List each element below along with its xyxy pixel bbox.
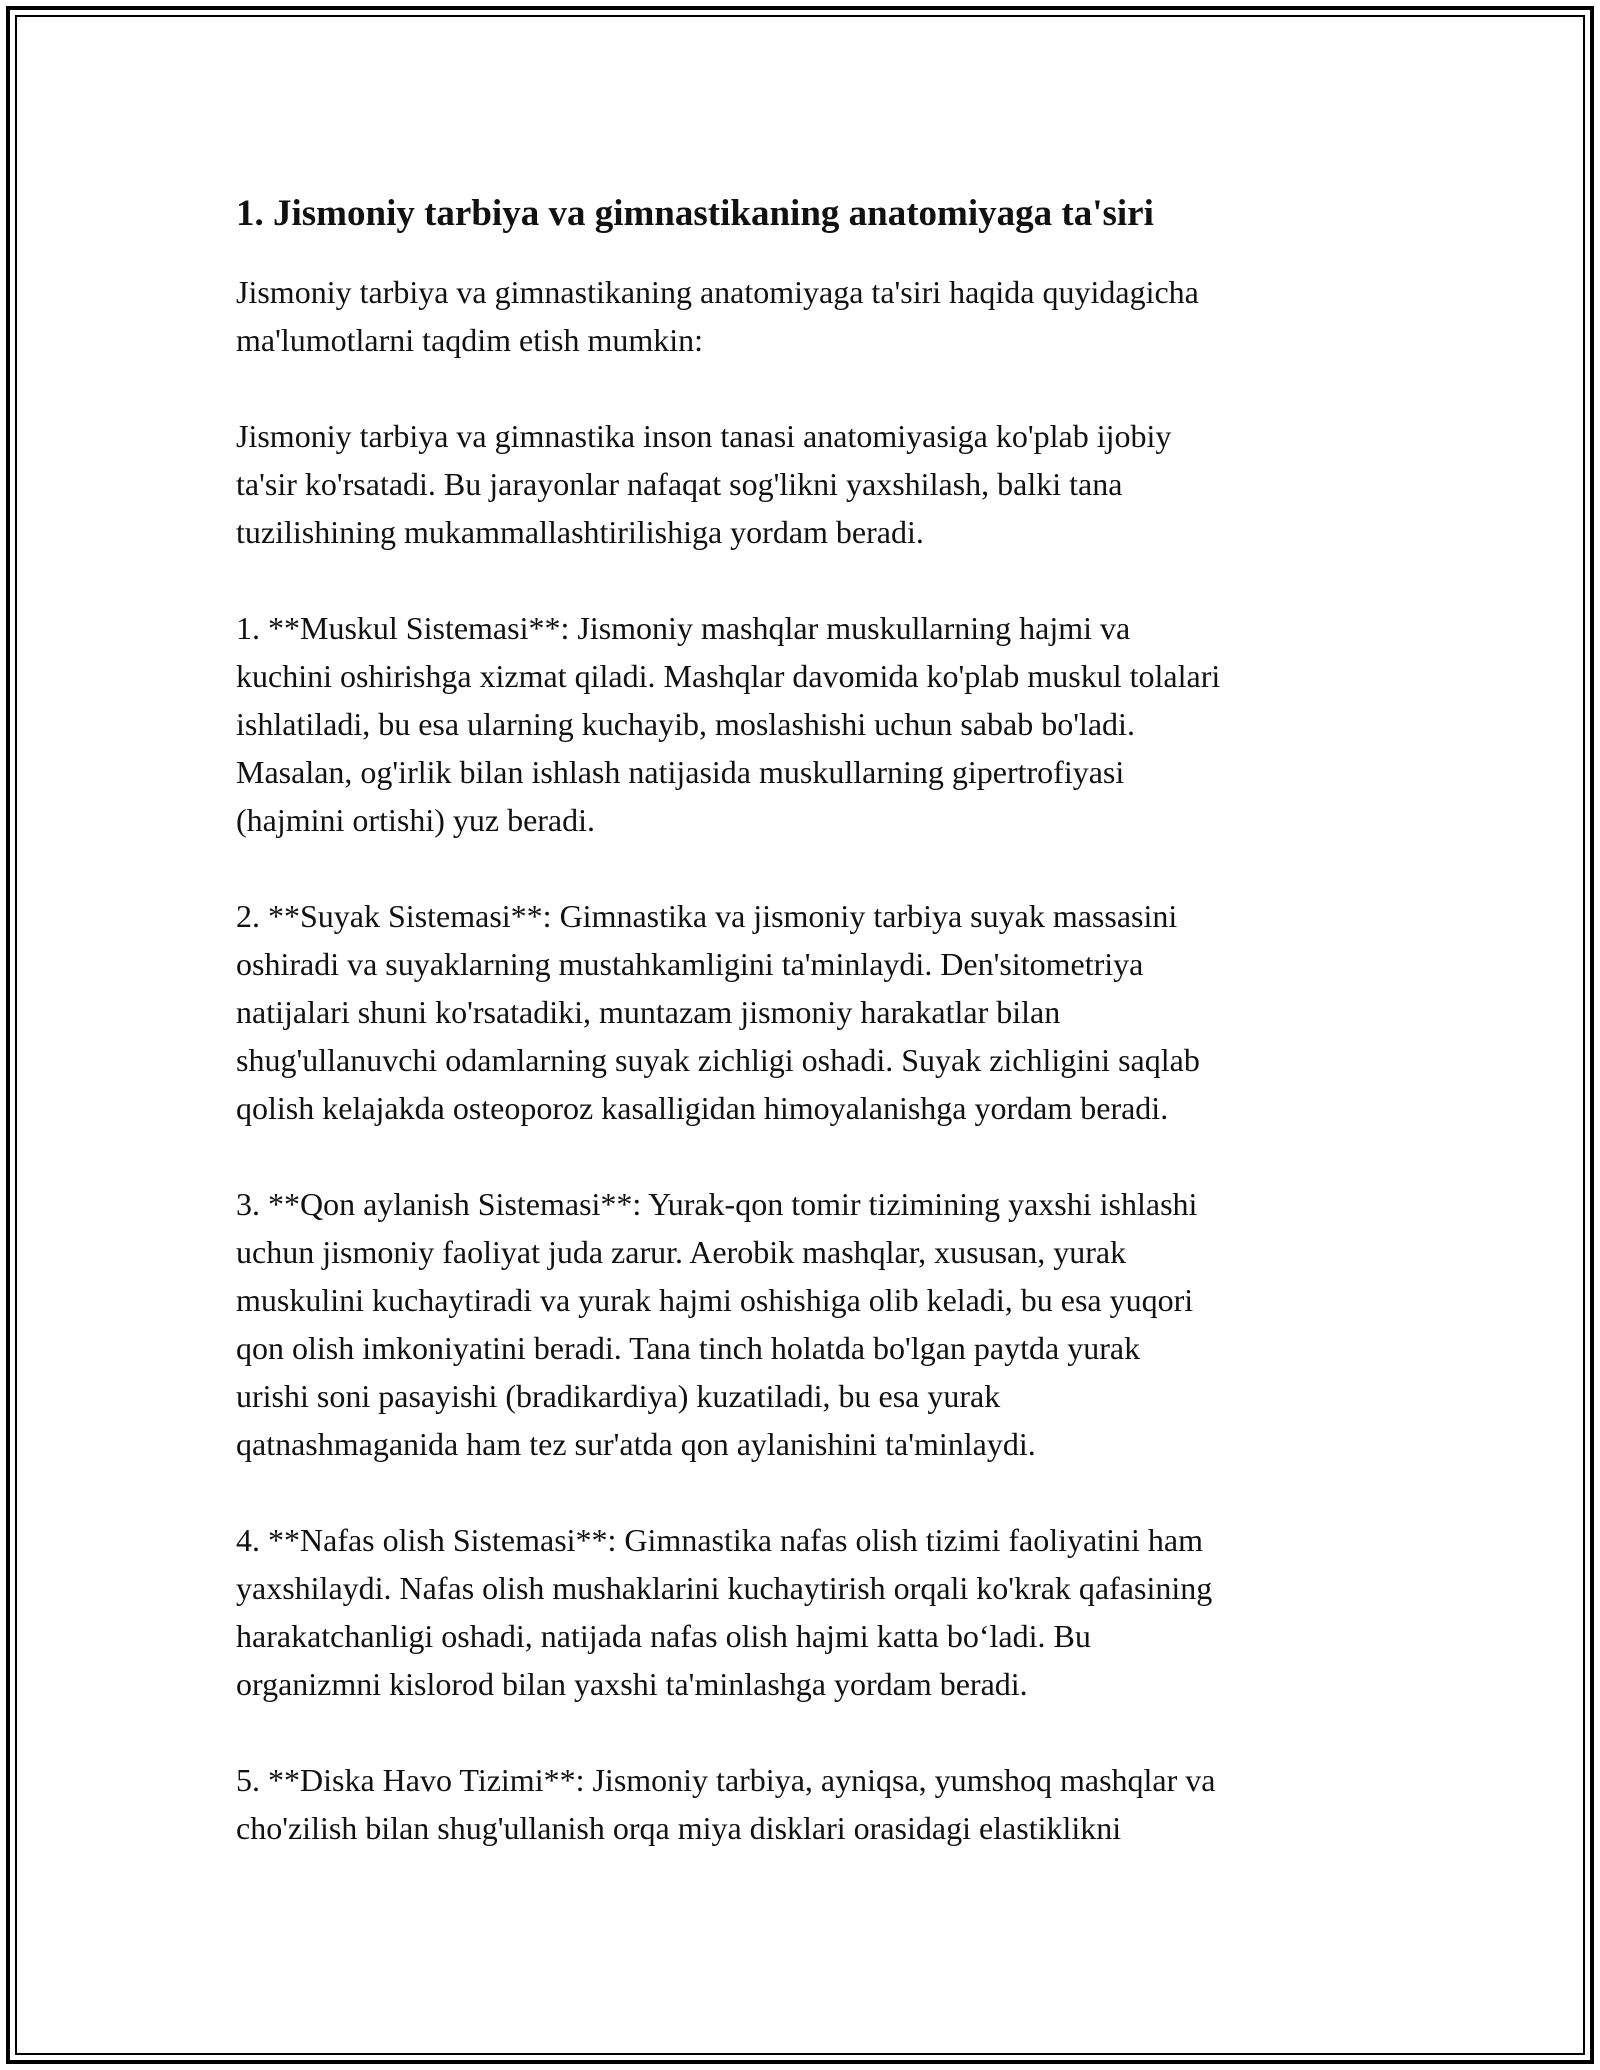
document-body bbox=[236, 188, 1376, 1900]
bone-system-paragraph: 2. **Suyak Sistemasi**: Gimnastika va jismoniy tarbiya suyak massasini oshiradi va suyaklarning mustahkamligini ta'minlaydi. Den'sitometriya natijalari shuni ko'rsatadiki, muntazam jismoniy harakatlar bilan shug'ullanuvchi odamlarning suyak zichligi oshadi. Suyak zichligini saqlab qolish kelajakda osteoporoz kasalligidan himoyalanishga yordam beradi. bbox=[236, 898, 1200, 1126]
document-heading: 1. Jismoniy tarbiya va gimnastikaning anatomiyaga ta'siri bbox=[236, 193, 1154, 234]
circulatory-system-paragraph: 3. **Qon aylanish Sistemasi**: Yurak-qon tomir tizimining yaxshi ishlashi uchun jismoniy faoliyat juda zarur. Aerobik mashqlar, xususan, yurak muskulini kuchaytiradi va yurak hajmi oshishiga olib keladi, bu esa yuqori qon olish imkoniyatini beradi. Tana tinch holatda bo'lgan paytda yurak urishi soni pasayishi (bradikardiya) kuzatiladi, bu esa yurak qatnashmaganida ham tez sur'atda qon aylanishini ta'minlaydi. bbox=[236, 1186, 1198, 1462]
intro-paragraph: Jismoniy tarbiya va gimnastikaning anatomiyaga ta'siri haqida quyidagicha ma'lumotlarni taqdim etish mumkin: bbox=[236, 274, 1199, 358]
disc-system-paragraph: 5. **Diska Havo Tizimi**: Jismoniy tarbiya, ayniqsa, yumshoq mashqlar va cho'zilish bilan shug'ullanish orqa miya disklari orasidagi elastiklikni bbox=[236, 1762, 1216, 1846]
overview-paragraph: Jismoniy tarbiya va gimnastika inson tanasi anatomiyasiga ko'plab ijobiy ta'sir ko'rsatadi. Bu jarayonlar nafaqat sog'likni yaxshilash, balki tana tuzilishining mukammallashtirilishiga yordam beradi. bbox=[236, 418, 1172, 550]
respiratory-system-paragraph: 4. **Nafas olish Sistemasi**: Gimnastika nafas olish tizimi faoliyatini ham yaxshilaydi. Nafas olish mushaklarini kuchaytirish orqali ko'krak qafasining harakatchanligi oshadi, natijada nafas olish hajmi katta bo‘ladi. Bu organizmni kislorod bilan yaxshi ta'minlashga yordam beradi. bbox=[236, 1522, 1213, 1702]
muscle-system-paragraph: 1. **Muskul Sistemasi**: Jismoniy mashqlar muskullarning hajmi va kuchini oshirishga xizmat qiladi. Mashqlar davomida ko'plab muskul tolalari ishlatiladi, bu esa ularning kuchayib, moslashishi uchun sabab bo'ladi. Masalan, og'irlik bilan ishlash natijasida muskullarning gipertrofiyasi (hajmini ortishi) yuz beradi. bbox=[236, 610, 1221, 838]
